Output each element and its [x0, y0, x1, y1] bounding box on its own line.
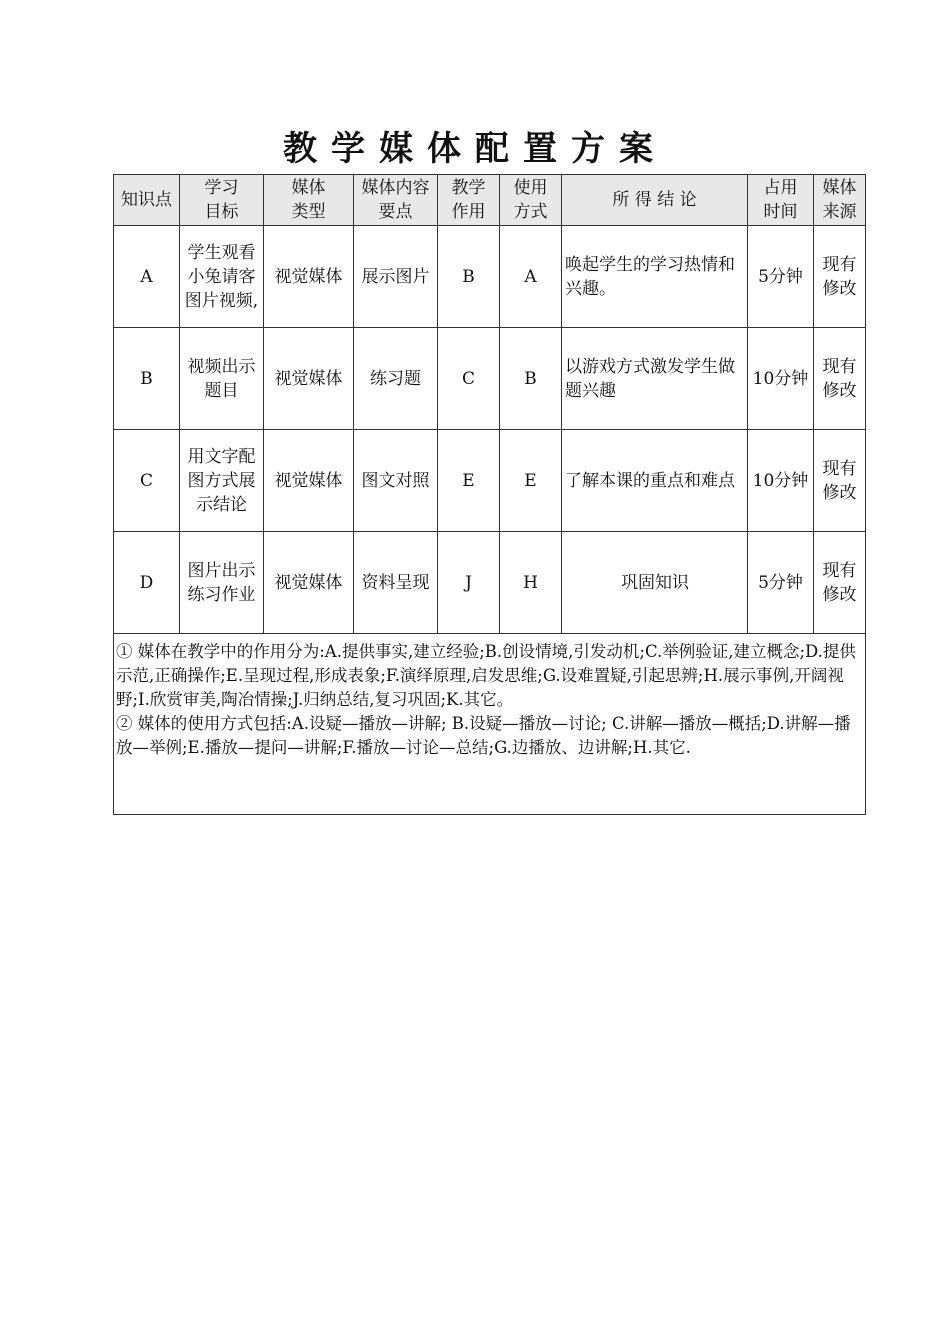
conclusion: 了解本课的重点和难点: [562, 430, 748, 532]
conclusion: 以游戏方式激发学生做题兴趣: [562, 328, 748, 430]
header-cell: 教学 作用: [438, 175, 500, 226]
notes-cell: [114, 634, 866, 815]
note-media-roles: ① 媒体在教学中的作用分为:A.提供事实,建立经验;B.创设情境,引发动机;C.举例验证,建立概念;D.提供示范,正确操作;E.呈现过程,形成表象;F.演绎原理,启发思维;G.设难置疑,引起思辨;H.展示事例,开阔视野;I.欣赏审美,陶冶情操;J.归纳总结,复习巩固;K.其它。: [116, 642, 856, 709]
learning-goal: 视频出示题目: [180, 328, 264, 430]
header-cell: 知识点: [114, 175, 180, 226]
conclusion: 巩固知识: [562, 532, 748, 634]
media-type: 视觉媒体: [264, 328, 354, 430]
knowledge-point: D: [114, 532, 180, 634]
header-cell: 媒体 来源: [814, 175, 866, 226]
knowledge-point: A: [114, 226, 180, 328]
header-cell: 媒体 类型: [264, 175, 354, 226]
table-row: [114, 430, 866, 532]
header-cell: 使用 方式: [500, 175, 562, 226]
media-type: 视觉媒体: [264, 226, 354, 328]
table-row: [114, 328, 866, 430]
teaching-role: B: [438, 226, 500, 328]
media-config-table: [113, 174, 866, 815]
media-source: 现有修改: [814, 226, 866, 328]
knowledge-point: B: [114, 328, 180, 430]
media-source: 现有修改: [814, 532, 866, 634]
media-source: 现有修改: [814, 328, 866, 430]
conclusion: 唤起学生的学习热情和兴趣。: [562, 226, 748, 328]
media-content: 练习题: [354, 328, 438, 430]
media-content: 展示图片: [354, 226, 438, 328]
usage-method: A: [500, 226, 562, 328]
media-type: 视觉媒体: [264, 532, 354, 634]
usage-method: E: [500, 430, 562, 532]
header-cell: 学习 目标: [180, 175, 264, 226]
teaching-role: J: [438, 532, 500, 634]
learning-goal: 图片出示练习作业: [180, 532, 264, 634]
page-title: 教学媒体配置方案: [283, 129, 667, 169]
time-used: 5分钟: [748, 226, 814, 328]
learning-goal: 用文字配图方式展示结论: [180, 430, 264, 532]
time-used: 5分钟: [748, 532, 814, 634]
usage-method: H: [500, 532, 562, 634]
header-cell: 媒体内容 要点: [354, 175, 438, 226]
notes-row: [114, 634, 866, 815]
media-type: 视觉媒体: [264, 430, 354, 532]
note-usage-methods: ② 媒体的使用方式包括:A.设疑—播放—讲解; B.设疑—播放—讨论; C.讲解—播放—概括;D.讲解—播放—举例;E.播放—提问—讲解;F.播放—讨论—总结;G.边播放、边讲解;H.其它.: [116, 714, 851, 757]
usage-method: B: [500, 328, 562, 430]
media-source: 现有修改: [814, 430, 866, 532]
header-row: [114, 175, 866, 226]
table-row: [114, 532, 866, 634]
time-used: 10分钟: [748, 430, 814, 532]
teaching-role: E: [438, 430, 500, 532]
table-row: [114, 226, 866, 328]
media-content: 资料呈现: [354, 532, 438, 634]
knowledge-point: C: [114, 430, 180, 532]
learning-goal: 学生观看小兔请客图片视频,: [180, 226, 264, 328]
teaching-role: C: [438, 328, 500, 430]
header-cell: 所 得 结 论: [562, 175, 748, 226]
header-cell: 占用 时间: [748, 175, 814, 226]
media-content: 图文对照: [354, 430, 438, 532]
time-used: 10分钟: [748, 328, 814, 430]
